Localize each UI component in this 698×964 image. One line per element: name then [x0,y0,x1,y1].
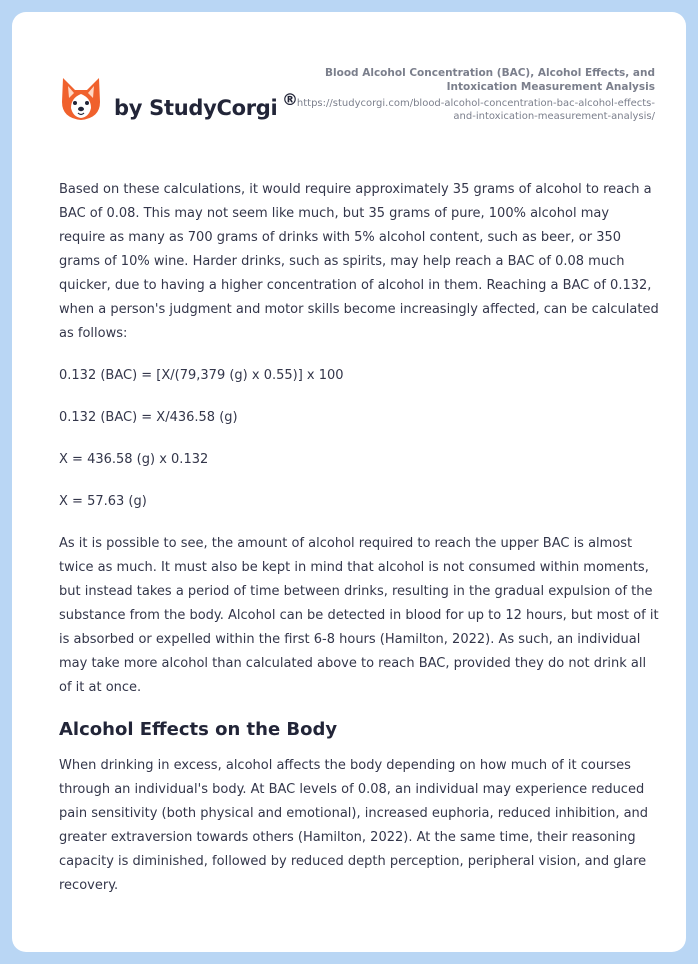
brand-name: by StudyCorgi [114,96,278,120]
document-card [12,12,686,952]
studycorgi-logo[interactable] [60,76,310,136]
equation: 0.132 (BAC) = X/436.58 (g) [59,410,238,425]
document-url[interactable]: https://studycorgi.com/blood-alcohol-concentration-bac-alcohol-effects-and-intoxication-measurement-analysis/ [296,98,655,122]
equation: X = 57.63 (g) [59,494,147,509]
equation: 0.132 (BAC) = [X/(79,379 (g) x 0.55)] x 100 [59,368,344,383]
paragraph: Based on these calculations, it would require approximately 35 grams of alcohol to reach a BAC of 0.08. This may not seem like much, but 35 grams of pure, 100% alcohol may require as many as 700 grams of drinks with 5% alcohol content, such as beer, or 350 grams of 10% wine. Harder drinks, such as spirits, may help reach a BAC of 0.08 much quicker, due to having a higher concentration of alcohol in them. Reaching a BAC of 0.132, when a person's judgment and motor skills become increasingly affected, can be calculated as follows: [59,182,659,341]
document-title: Blood Alcohol Concentration (BAC), Alcohol Effects, and Intoxication Measurement Analysis [325,67,655,93]
paragraph: As it is possible to see, the amount of alcohol required to reach the upper BAC is almost twice as much. It must also be kept in mind that alcohol is not consumed within moments, but instead takes a period of time between drinks, resulting in the gradual expulsion of the substance from the body. Alcohol can be detected in blood for up to 12 hours, but most of it is absorbed or expelled within the first 6-8 hours (Hamilton, 2022). As such, an individual may take more alcohol than calculated above to reach BAC, provided they do not drink all of it at once. [59,536,659,695]
document-body [59,178,659,916]
document-meta [295,67,655,123]
section-heading: Alcohol Effects on the Body [59,719,338,740]
paragraph: When drinking in excess, alcohol affects the body depending on how much of it courses through an individual's body. At BAC levels of 0.08, an individual may experience reduced pain sensitivity (both physical and emotional), increased euphoria, reduced inhibition, and greater extraversion towards others (Hamilton, 2022). At the same time, their reasoning capacity is diminished, followed by reduced depth perception, peripheral vision, and glare recovery. [59,758,649,893]
corgi-icon [60,76,102,122]
registered-mark: ® [282,90,298,109]
equation: X = 436.58 (g) x 0.132 [59,452,209,467]
